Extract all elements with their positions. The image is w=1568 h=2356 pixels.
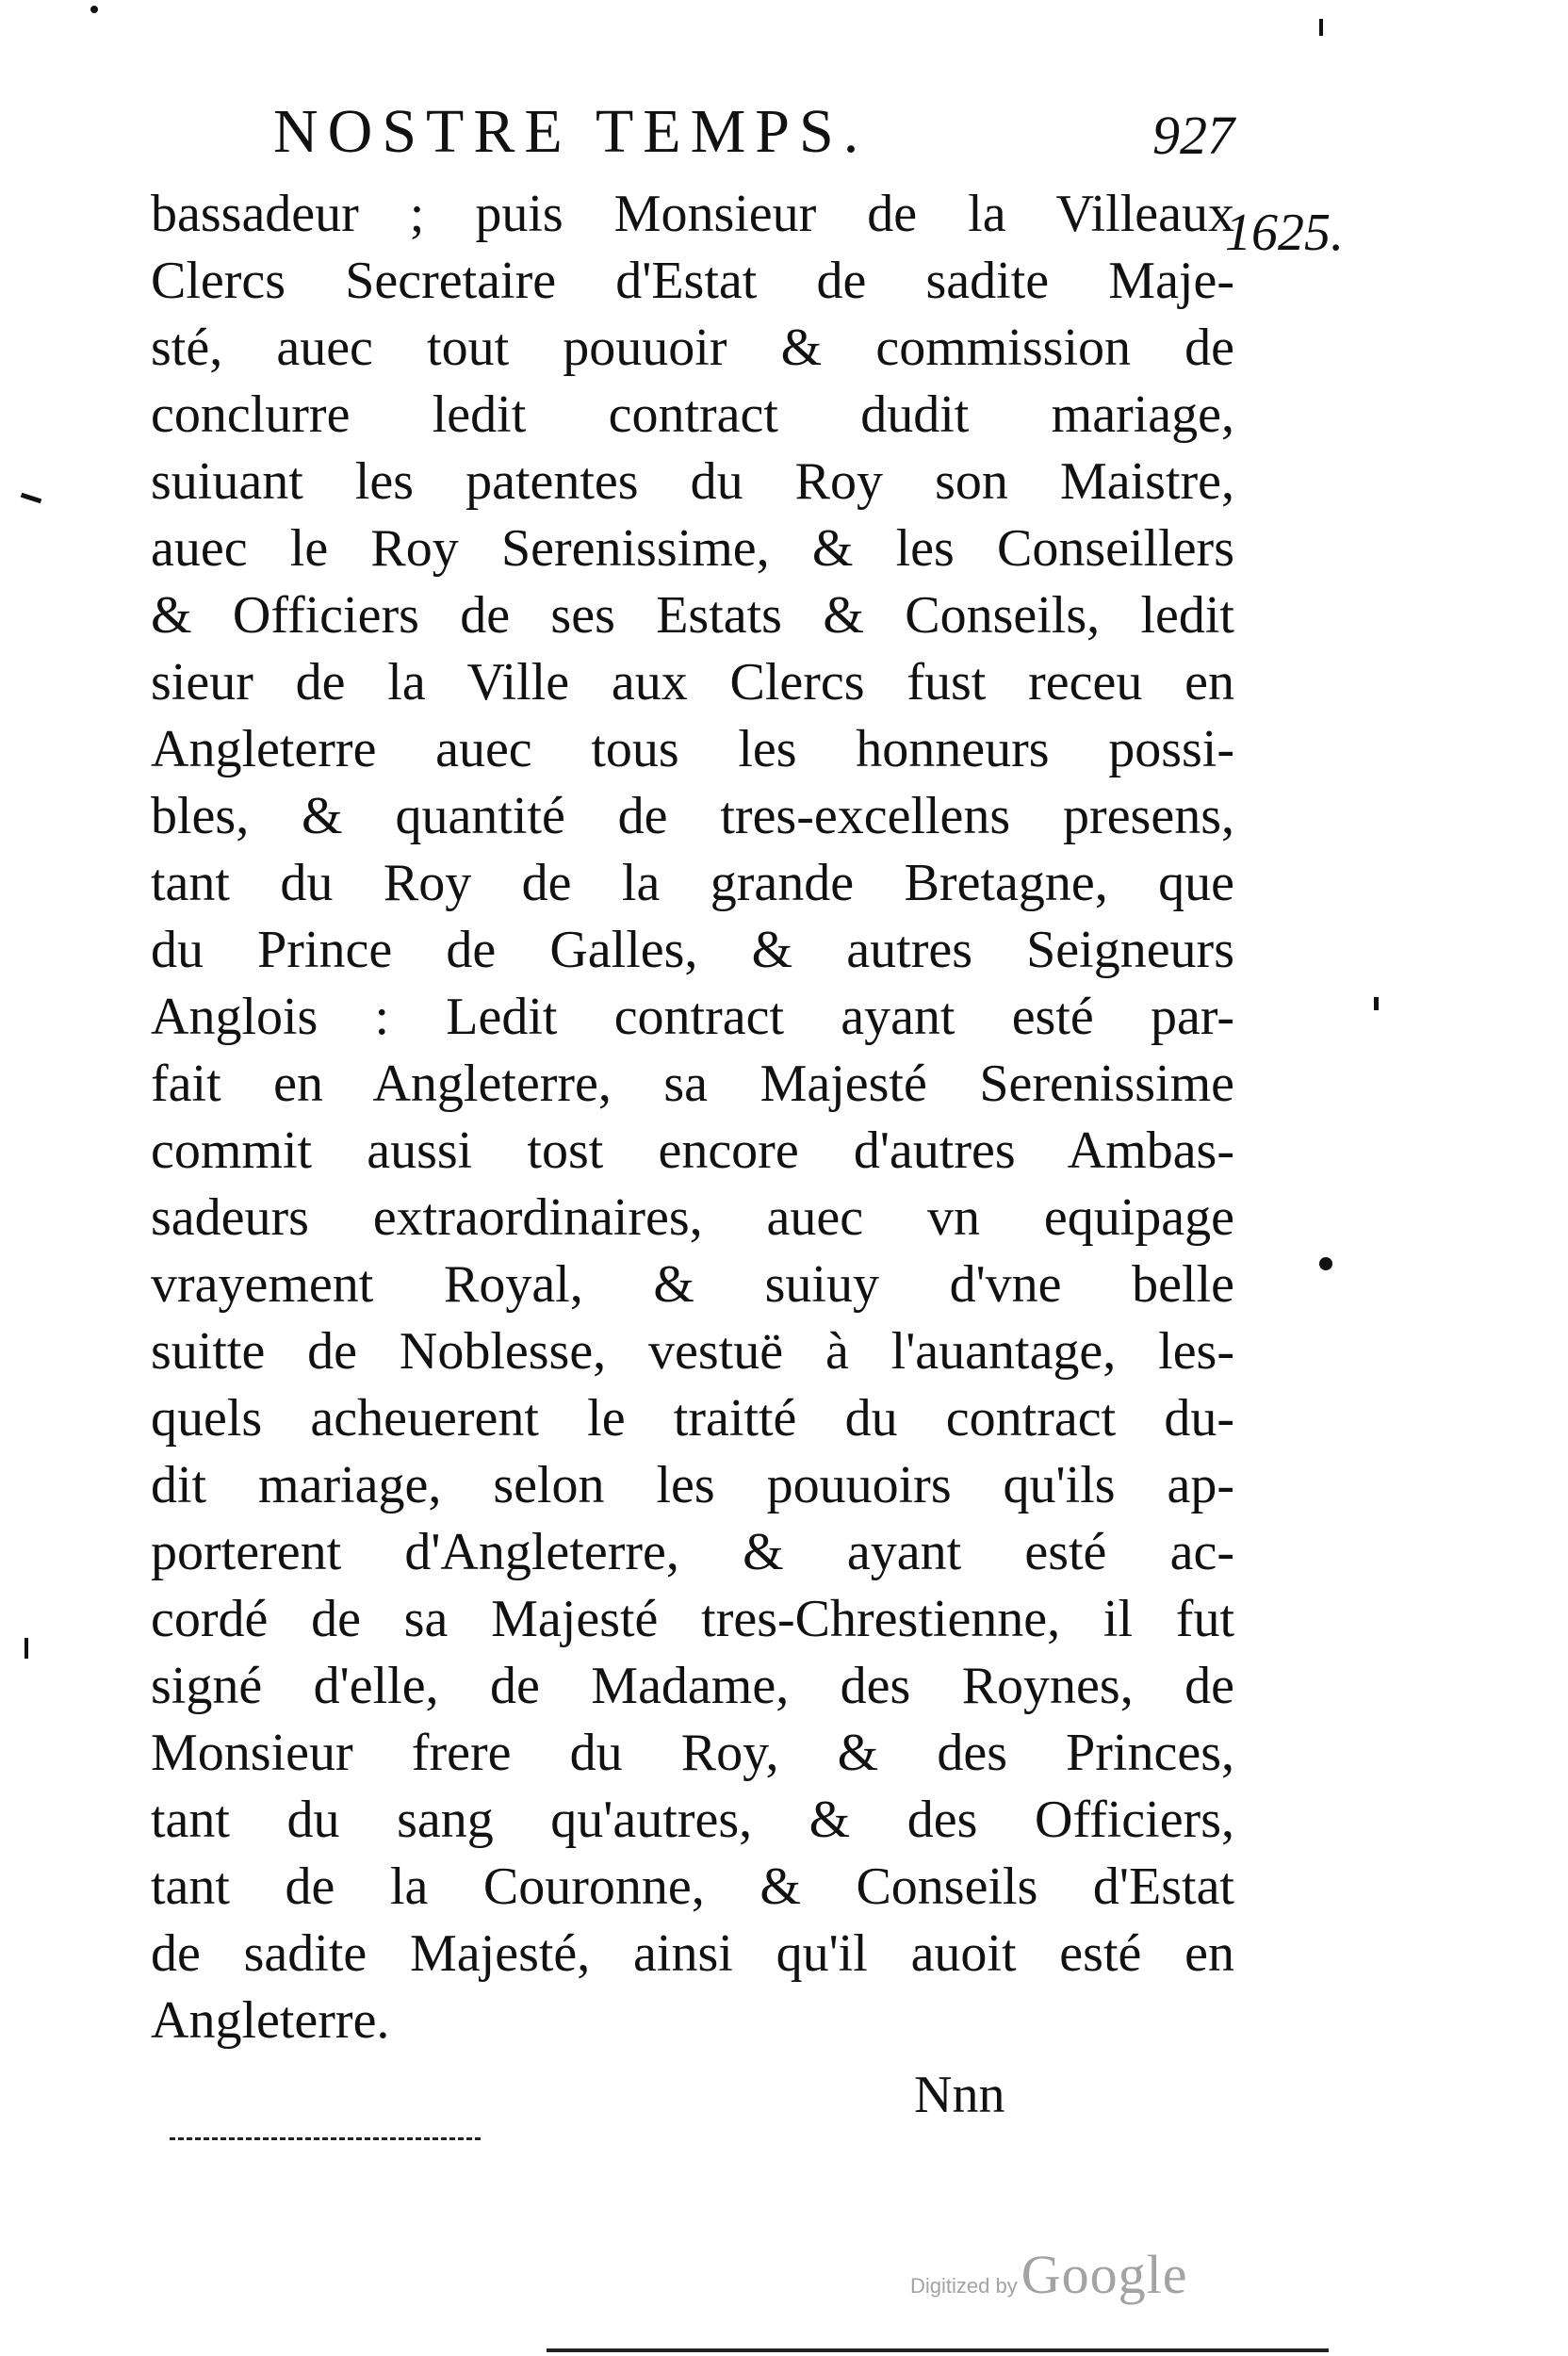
running-head: NOSTRE TEMPS. [273, 97, 869, 166]
text-line: de sadite Majesté, ainsi qu'il auoit esté en [151, 1924, 1234, 1983]
ink-speck [1374, 997, 1379, 1010]
text-line: Anglois : Ledit contract ayant esté par- [151, 988, 1234, 1046]
ink-speck [21, 493, 41, 504]
watermark-prefix: Digitized by [910, 2274, 1018, 2298]
page-header [273, 94, 1234, 170]
text-line: porterent d'Angleterre, & ayant esté ac- [151, 1523, 1234, 1581]
text-line: tant du Roy de la grande Bretagne, que [151, 854, 1234, 912]
text-line: commit aussi tost encore d'autres Ambas- [151, 1121, 1234, 1180]
text-line: Angleterre. [151, 1991, 390, 2050]
text-line: du Prince de Galles, & autres Seigneurs [151, 921, 1234, 979]
digitization-watermark [910, 2243, 1187, 2306]
text-line: auec le Roy Serenissime, & les Conseillers [151, 519, 1234, 578]
text-line: dit mariage, selon les pouuoirs qu'ils ap- [151, 1456, 1234, 1514]
text-line: suitte de Noblesse, vestuë à l'auantage, les- [151, 1322, 1234, 1381]
ink-underline [170, 2137, 481, 2140]
text-line: sieur de la Ville aux Clercs fust receu en [151, 653, 1234, 712]
text-line: suiuant les patentes du Roy son Maistre, [151, 452, 1234, 511]
text-line: sadeurs extraordinaires, auec vn equipage [151, 1188, 1234, 1247]
text-line: Angleterre auec tous les honneurs possi- [151, 720, 1234, 778]
text-line: signé d'elle, de Madame, des Roynes, de [151, 1657, 1234, 1715]
page-number: 927 [1152, 105, 1234, 166]
text-line: bles, & quantité de tres-excellens presens, [151, 787, 1234, 845]
text-line: tant de la Couronne, & Conseils d'Estat [151, 1857, 1234, 1916]
text-line: vrayement Royal, & suiuy d'vne belle [151, 1255, 1234, 1314]
text-line: conclurre ledit contract dudit mariage, [151, 385, 1234, 444]
catchword: Nnn [914, 2066, 1005, 2124]
ink-speck [90, 6, 98, 13]
ink-speck [1319, 19, 1323, 36]
google-logo: Google [1021, 2244, 1188, 2305]
body-text [151, 181, 1234, 2054]
text-line: Monsieur frere du Roy, & des Princes, [151, 1724, 1234, 1782]
ink-speck [24, 1638, 28, 1659]
text-line: sté, auec tout pouuoir & commission de [151, 319, 1234, 377]
text-line: & Officiers de ses Estats & Conseils, ledit [151, 586, 1234, 645]
margin-year-note: 1625. [1225, 204, 1344, 262]
text-line: fait en Angleterre, sa Majesté Serenissime [151, 1055, 1234, 1113]
text-line: bassadeur ; puis Monsieur de la Villeaux [151, 185, 1234, 243]
text-line: cordé de sa Majesté tres-Chrestienne, il fut [151, 1590, 1234, 1648]
ink-speck [1319, 1257, 1332, 1270]
text-line: quels acheuerent le traitté du contract du- [151, 1389, 1234, 1448]
text-line: Clercs Secretaire d'Estat de sadite Maje- [151, 252, 1234, 310]
page-edge-rule [547, 2348, 1329, 2352]
text-line: tant du sang qu'autres, & des Officiers, [151, 1791, 1234, 1849]
